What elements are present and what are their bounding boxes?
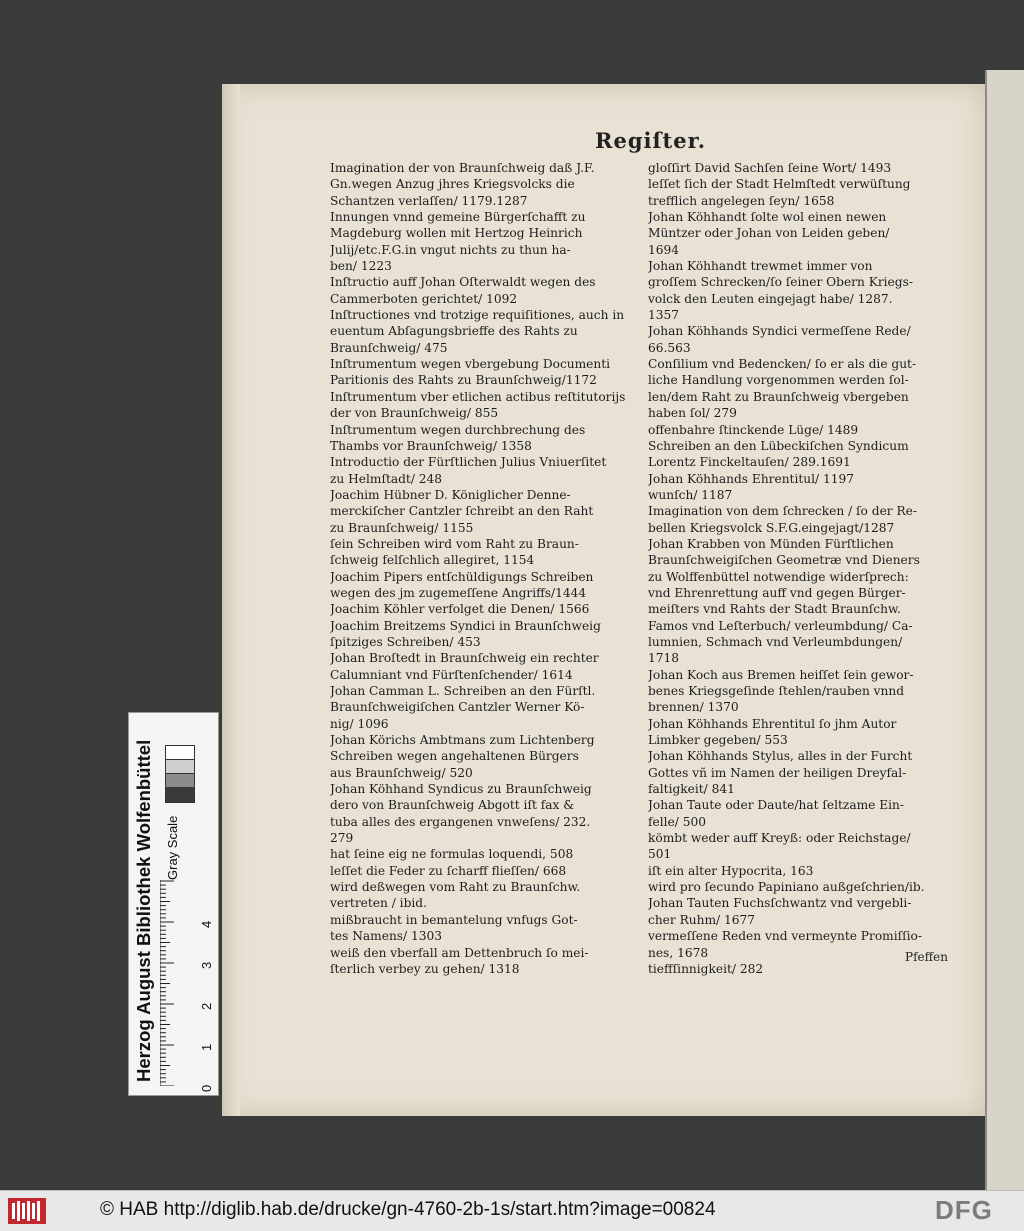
page-heading: Regiſter. xyxy=(595,128,707,153)
index-entry-line: 1718 xyxy=(648,651,680,666)
index-entry-line: 1357 xyxy=(648,308,680,323)
index-entry-line: Conſilium vnd Bedencken/ ſo er als die gut- xyxy=(648,357,917,372)
ruler-tick-label: 2 xyxy=(199,1002,214,1010)
index-entry-line: 66.563 xyxy=(648,340,691,355)
index-entry-line: nig/ 1096 xyxy=(330,716,389,731)
index-entry-line: zu Wolffenbüttel notwendige widerſprech: xyxy=(648,569,909,584)
index-entry-line: 279 xyxy=(330,831,354,846)
index-entry-line: zu Helmſtadt/ 248 xyxy=(330,471,443,486)
index-entry-line: Imagination von dem ſchrecken / ſo der Re- xyxy=(648,504,917,519)
index-entry-line: Schreiben an den Lübeckiſchen Syndicum xyxy=(648,438,909,453)
index-entry-line: vermeſſene Reden vnd vermeynte Promiſſio- xyxy=(648,929,923,944)
index-entry-line: Johan Köhhandt ſolte wol einen newen xyxy=(648,210,887,225)
index-entry-line: haben ſol/ 279 xyxy=(648,406,737,421)
index-entry-line: tes Namens/ 1303 xyxy=(330,929,443,944)
index-entry-line: Lorentz Finckeltauſen/ 289.1691 xyxy=(648,455,851,470)
ruler-tick-label: 3 xyxy=(199,961,214,969)
index-column-left xyxy=(330,160,642,977)
page-gutter-shadow xyxy=(222,84,240,1116)
index-entry-line: liche Handlung vorgenommen werden ſol- xyxy=(648,373,909,388)
index-entry-line: trefflich angelegen ſeyn/ 1658 xyxy=(648,193,835,208)
index-entry-line: benes Kriegsgeſinde ſtehlen/rauben vnnd xyxy=(648,684,905,698)
index-entry-line: Paritionis des Rahts zu Braunſchweig/1172 xyxy=(330,373,597,388)
index-entry-line: Joachim Hübner D. Königlicher Denne- xyxy=(330,487,571,502)
index-entry-line: bellen Kriegsvolck S.F.G.eingejagt/1287 xyxy=(648,520,895,535)
index-entry-line: Johan Camman L. Schreiben an den Fürſtl. xyxy=(330,684,596,698)
index-entry-line: Johan Körichs Ambtmans zum Lichtenberg xyxy=(330,733,595,748)
index-entry-line: Gn.wegen Anzug jhres Kriegsvolcks die xyxy=(330,177,575,192)
index-entry-line: meiſters vnd Rahts der Stadt Braunſchw. xyxy=(648,602,901,617)
index-entry-line: Julij/etc.F.G.in vngut nichts zu thun ha- xyxy=(330,242,571,257)
index-entry-line: ſterlich verbey zu gehen/ 1318 xyxy=(330,961,520,976)
index-entry-line: groſſem Schrecken/ſo ſeiner Obern Kriegs- xyxy=(648,275,913,290)
index-entry-line: Johan Köhhandt trewmet immer von xyxy=(648,259,873,274)
index-entry-line: merckiſcher Cantzler ſchreibt an den Raht xyxy=(330,504,594,519)
index-entry-line: Johan Koch aus Bremen heiſſet ſein gewor- xyxy=(648,667,914,682)
index-entry-line: Limbker gegeben/ 553 xyxy=(648,733,788,748)
index-entry-line: Johan Krabben von Münden Fürſtlichen xyxy=(648,536,894,551)
cm-ruler xyxy=(160,880,200,1086)
index-entry-line: volck den Leuten eingejagt habe/ 1287. xyxy=(648,291,893,306)
index-entry-line: brennen/ 1370 xyxy=(648,700,739,715)
index-entry-line: leſſet ſich der Stadt Helmſtedt verwüſtung xyxy=(648,177,911,192)
index-entry-line: Imagination der von Braunſchweig daß J.F. xyxy=(330,161,595,175)
index-entry-line: Joachim Breitzems Syndici in Braunſchweig xyxy=(330,618,601,633)
index-entry-line: Johan Broſtedt in Braunſchweig ein rechter xyxy=(330,651,599,666)
index-entry-line: Magdeburg wollen mit Hertzog Heinrich xyxy=(330,226,583,241)
index-entry-line: Calumniant vnd Fürſtenſchender/ 1614 xyxy=(330,667,573,682)
index-entry-line: offenbahre ſtinckende Lüge/ 1489 xyxy=(648,422,859,437)
index-entry-line: zu Braunſchweig/ 1155 xyxy=(330,520,474,535)
index-entry-line: Inſtrumentum wegen vbergebung Documenti xyxy=(330,357,611,372)
index-entry-line: 501 xyxy=(648,847,672,862)
index-entry-line: leſſet die Feder zu ſcharff flieſſen/ 668 xyxy=(330,863,567,878)
catchword: Pfeffen xyxy=(905,950,948,964)
index-entry-line: Braunſchweigiſchen Geometræ vnd Dieners xyxy=(648,553,920,568)
index-entry-line: Inſtrumentum vber etlichen actibus reſtitutorijs xyxy=(330,389,626,404)
index-entry-line: vertreten / ibid. xyxy=(330,896,427,911)
index-entry-line: Joachim Pipers entſchüldigungs Schreiben xyxy=(330,569,594,584)
index-entry-line: 1694 xyxy=(648,242,680,257)
index-entry-line: vnd Ehrenrettung auff vnd gegen Bürger- xyxy=(648,585,906,600)
index-entry-line: hat ſeine eig ne formulas loquendi, 508 xyxy=(330,847,574,862)
index-entry-line: Schreiben wegen angehaltenen Bürgers xyxy=(330,749,579,764)
adjacent-page-edge xyxy=(985,70,1024,1190)
index-entry-line: weiß den vberfall am Dettenbruch ſo mei- xyxy=(330,945,589,960)
index-entry-line: dero von Braunſchweig Abgott iſt fax & xyxy=(330,798,575,813)
index-entry-line: Thambs vor Braunſchweig/ 1358 xyxy=(330,438,532,453)
index-column-right xyxy=(648,160,960,977)
index-entry-line: felle/ 500 xyxy=(648,814,706,829)
copyright-url[interactable]: © HAB http://diglib.hab.de/drucke/gn-4760-2b-1s/start.htm?image=00824 xyxy=(100,1199,716,1220)
gray-swatch xyxy=(165,787,195,803)
index-entry-line: aus Braunſchweig/ 520 xyxy=(330,765,473,780)
index-entry-line: der von Braunſchweig/ 855 xyxy=(330,406,499,421)
ruler-tick-label: 4 xyxy=(199,920,214,928)
index-entry-line: wegen des jm zugemeſſene Angriffs/1444 xyxy=(330,585,587,600)
index-entry-line: Johan Köhhands Stylus, alles in der Furcht xyxy=(648,749,913,764)
index-entry-line: gloſſirt David Sachſen ſeine Wort/ 1493 xyxy=(648,161,892,175)
index-entry-line: Innungen vnnd gemeine Bürgerſchafft zu xyxy=(330,210,586,225)
index-entry-line: Inſtructio auff Johan Oſterwaldt wegen des xyxy=(330,275,596,290)
index-entry-line: Müntzer oder Johan von Leiden geben/ xyxy=(648,226,890,241)
index-entry-line: Cammerboten gerichtet/ 1092 xyxy=(330,291,518,306)
index-entry-line: ſein Schreiben wird vom Raht zu Braun- xyxy=(330,536,579,551)
index-entry-line: len/dem Raht zu Braunſchweig vbergeben xyxy=(648,389,909,404)
index-entry-line: kömbt weder auff Kreyß: oder Reichstage/ xyxy=(648,831,911,846)
index-entry-line: Introductio der Fürſtlichen Julius Vniuerſitet xyxy=(330,455,607,470)
index-entry-line: lumnien, Schmach vnd Verleumbdungen/ xyxy=(648,634,903,649)
index-entry-line: nes, 1678 xyxy=(648,945,709,960)
index-entry-line: Braunſchweigiſchen Cantzler Werner Kö- xyxy=(330,700,585,715)
index-entry-line: Johan Köhhands Syndici vermeſſene Rede/ xyxy=(648,324,911,339)
library-name: Herzog August Bibliothek Wolfenbüttel xyxy=(133,739,154,1082)
dfg-logo: DFG xyxy=(935,1195,993,1225)
index-entry-line: ben/ 1223 xyxy=(330,259,392,274)
index-entry-line: ſpitziges Schreiben/ 453 xyxy=(330,634,481,649)
hab-logo-icon xyxy=(8,1198,46,1224)
index-entry-line: wunſch/ 1187 xyxy=(648,487,733,502)
index-entry-line: Johan Köhhands Ehrentitul/ 1197 xyxy=(648,471,854,486)
index-entry-line: Johan Köhhands Ehrentitul ſo jhm Autor xyxy=(648,716,897,731)
index-entry-line: Johan Tauten Fuchsſchwantz vnd vergebli- xyxy=(648,896,912,911)
index-entry-line: euentum Abſagungsbrieffe des Rahts zu xyxy=(330,324,578,339)
index-entry-line: ſchweig felſchlich allegiret, 1154 xyxy=(330,553,535,568)
index-entry-line: mißbraucht in bemantelung vnfugs Got- xyxy=(330,912,578,927)
ruler-tick-label: 0 xyxy=(199,1084,214,1092)
index-entry-line: faltigkeit/ 841 xyxy=(648,782,735,797)
ruler-tick-label: 1 xyxy=(199,1043,214,1051)
index-entry-line: iſt ein alter Hypocrita, 163 xyxy=(648,863,814,878)
index-entry-line: Joachim Köhler verfolget die Denen/ 1566 xyxy=(330,602,590,617)
index-entry-line: wird deßwegen vom Raht zu Braunſchw. xyxy=(330,880,581,895)
index-entry-line: Inſtrumentum wegen durchbrechung des xyxy=(330,422,586,437)
index-entry-line: Inſtructiones vnd trotzige requiſitiones, auch in xyxy=(330,308,625,323)
gray-scale-label: Gray Scale xyxy=(165,815,180,880)
index-entry-line: Gottes vñ im Namen der heiligen Dreyfal- xyxy=(648,765,907,780)
index-entry-line: Braunſchweig/ 475 xyxy=(330,340,448,355)
index-entry-line: Famos vnd Leſterbuch/ verleumbdung/ Ca- xyxy=(648,618,913,633)
index-entry-line: wird pro ſecundo Papiniano außgeſchrien/ib. xyxy=(648,880,925,895)
index-entry-line: Schantzen verlaſſen/ 1179.1287 xyxy=(330,193,528,208)
index-entry-line: Johan Taute oder Daute/hat ſeltzame Ein- xyxy=(648,798,904,813)
index-entry-line: tieffſinnigkeit/ 282 xyxy=(648,961,764,976)
index-entry-line: cher Ruhm/ 1677 xyxy=(648,912,756,927)
index-entry-line: Johan Köhhand Syndicus zu Braunſchweig xyxy=(330,782,592,797)
index-entry-line: tuba alles des ergangenen vnweſens/ 232. xyxy=(330,814,591,829)
